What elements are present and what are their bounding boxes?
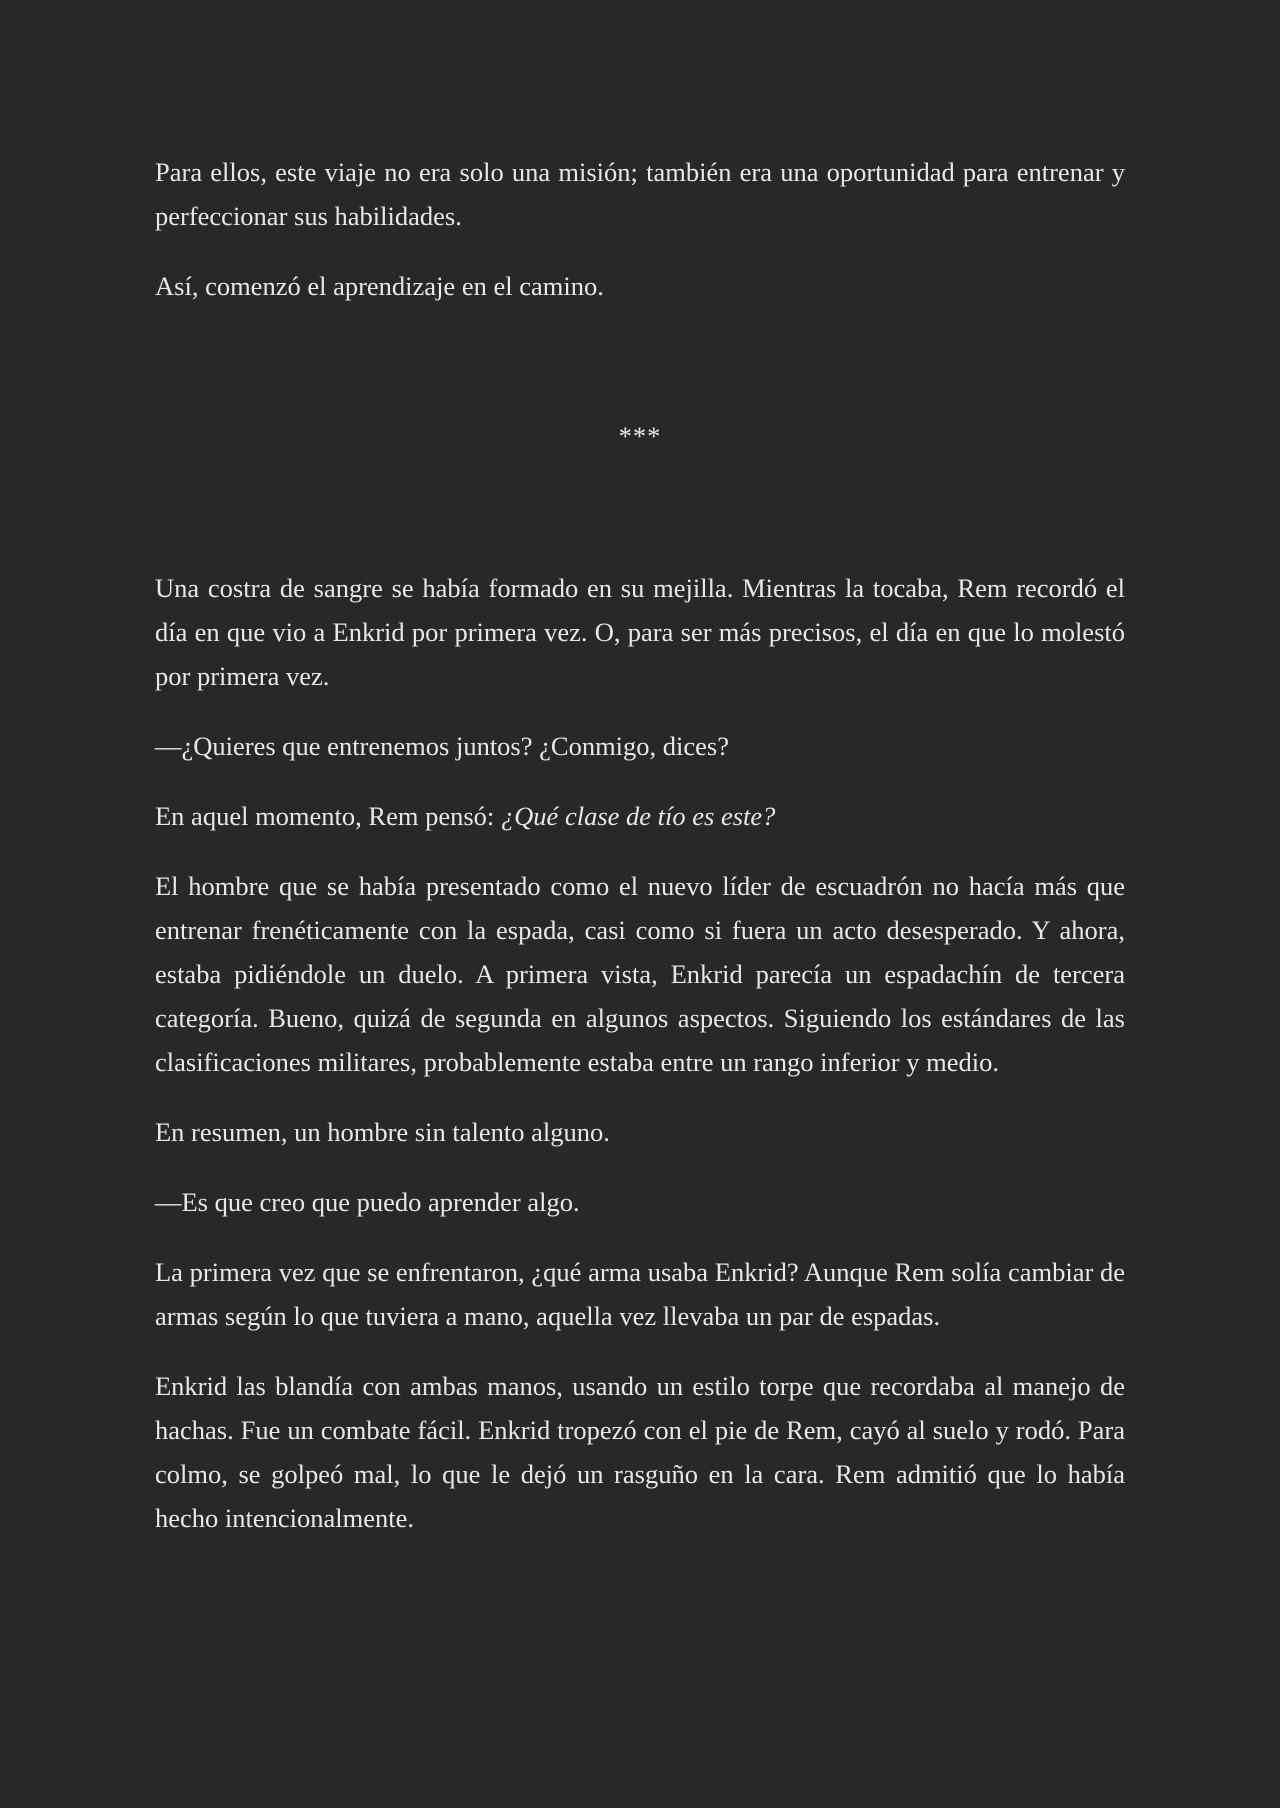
thought-lead: En aquel momento, Rem pensó: bbox=[155, 801, 501, 831]
paragraph-1: Para ellos, este viaje no era solo una misión; también era una oportunidad para entrenar y perfeccionar sus habilidades. bbox=[155, 157, 1125, 231]
paragraph-10: Enkrid las blandía con ambas manos, usando un estilo torpe que recordaba al manejo de hachas. Fue un combate fácil. Enkrid tropezó con el pie de Rem, cayó al suelo y rodó. Para colmo, se golpeó mal, lo que le dejó un rasguño en la cara. Rem admitió que lo había hecho intencionalmente. bbox=[155, 1371, 1125, 1533]
paragraph-6: El hombre que se había presentado como el nuevo líder de escuadrón no hacía más que entrenar frenéticamente con la espada, casi como si fuera un acto desesperado. Y ahora, estaba pidiéndole un duelo. A primera vista, Enkrid parecía un espadachín de tercera categoría. Bueno, quizá de segunda en algunos aspectos. Siguiendo los estándares de las clasificaciones militares, probablemente estaba entre un rango inferior y medio. bbox=[155, 871, 1125, 1077]
paragraph-9: La primera vez que se enfrentaron, ¿qué arma usaba Enkrid? Aunque Rem solía cambiar de armas según lo que tuviera a mano, aquella vez llevaba un par de espadas. bbox=[155, 1257, 1125, 1331]
reader-page bbox=[155, 150, 1125, 1566]
thought-italic: ¿Qué clase de tío es este? bbox=[500, 801, 776, 831]
paragraph-3: Una costra de sangre se había formado en su mejilla. Mientras la tocaba, Rem recordó el día en que vio a Enkrid por primera vez. O, para ser más precisos, el día en que lo molestó por primera vez. bbox=[155, 573, 1125, 691]
dialogue-line-2: —Es que creo que puedo aprender algo. bbox=[155, 1187, 580, 1217]
paragraph-thought bbox=[155, 794, 1125, 838]
paragraph-7: En resumen, un hombre sin talento alguno. bbox=[155, 1117, 610, 1147]
scene-break: *** bbox=[618, 421, 662, 451]
dialogue-line-1: —¿Quieres que entrenemos juntos? ¿Conmigo, dices? bbox=[155, 731, 730, 761]
paragraph-2: Así, comenzó el aprendizaje en el camino. bbox=[155, 271, 604, 301]
